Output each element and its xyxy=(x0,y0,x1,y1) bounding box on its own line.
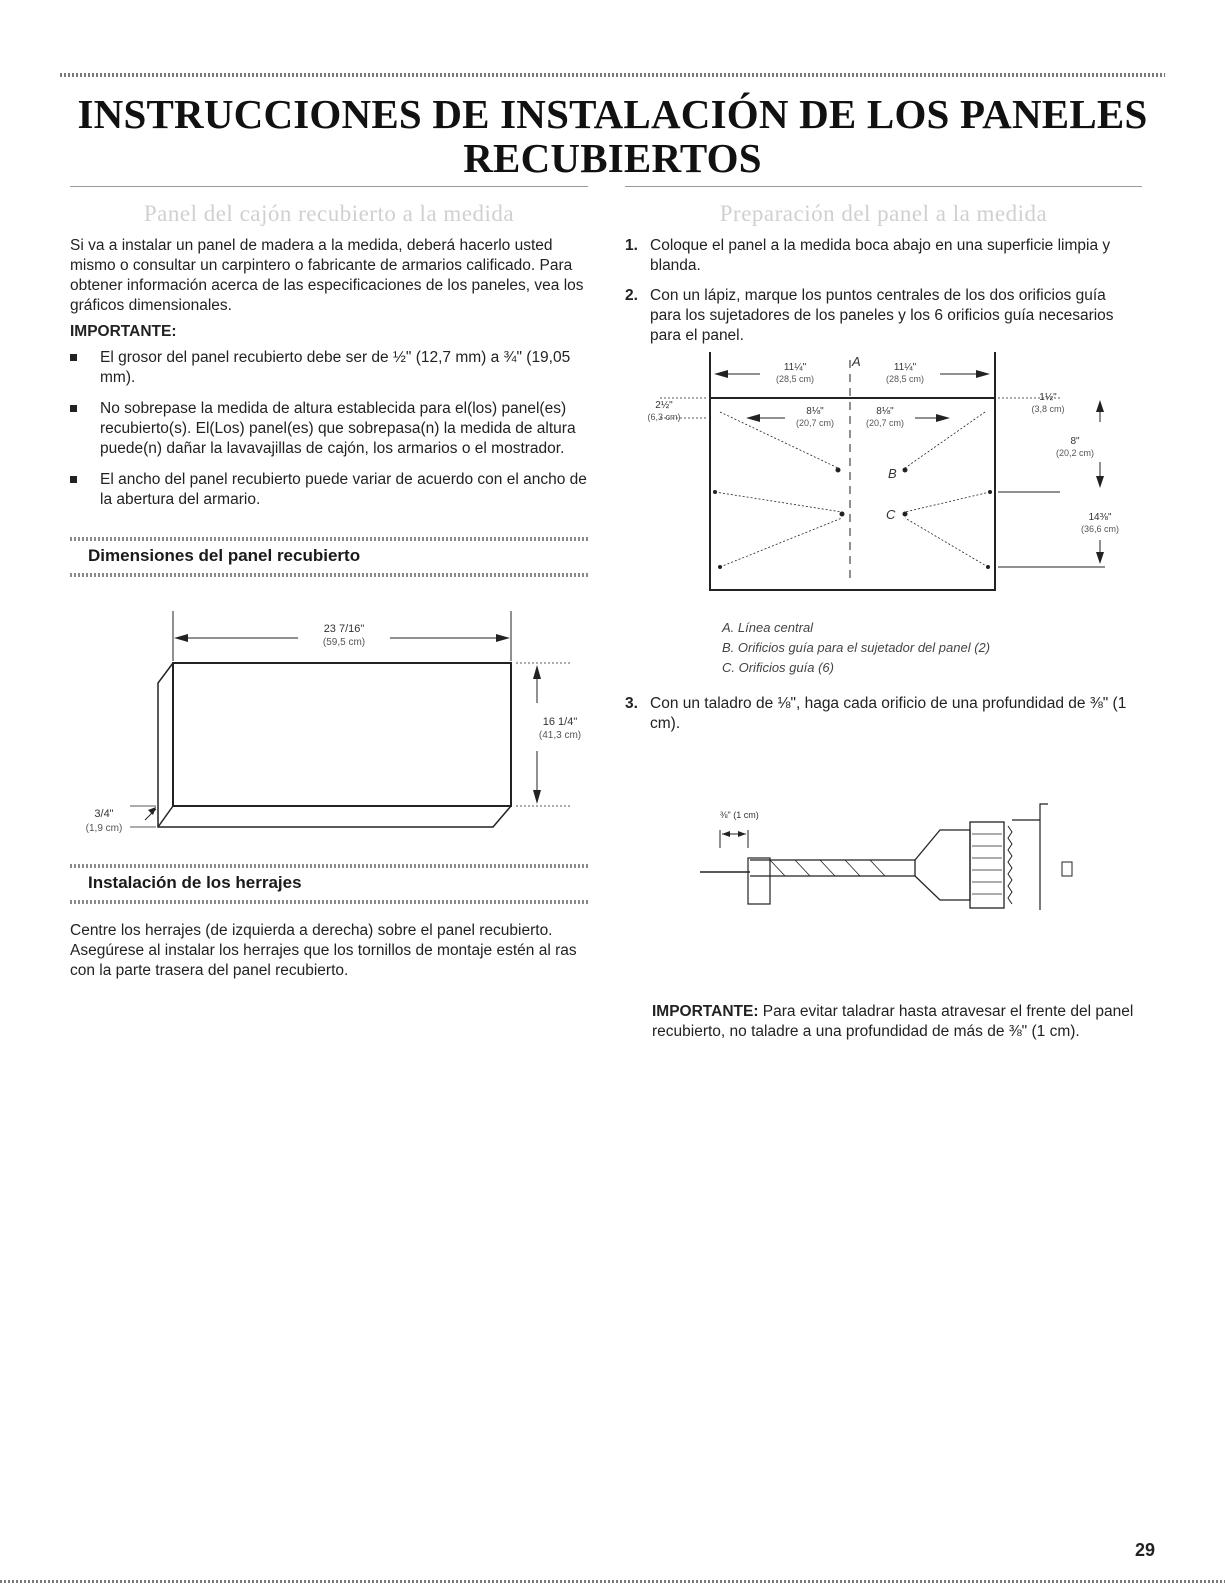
left-section-title: Panel del cajón recubierto a la medida xyxy=(143,201,515,226)
half-width-left-cm: (28,5 cm) xyxy=(775,374,815,384)
bullet-square-icon xyxy=(70,354,77,361)
step-item: 3. Con un taladro de ⅛", haga cada orificio de una profundidad de ⅜" (1 cm). xyxy=(625,695,1127,732)
bullet-square-icon xyxy=(70,405,77,412)
dimensions-heading-band xyxy=(70,537,590,577)
page-title: INSTRUCCIONES DE INSTALACIÓN DE LOS PANELES RECUBIERTOS xyxy=(77,91,1148,181)
right-low-cm: (36,6 cm) xyxy=(1080,524,1120,534)
right-mid-cm: (20,2 cm) xyxy=(1055,448,1095,458)
legend-b: B. Orificios guía para el sujetador del panel (2) xyxy=(722,640,991,655)
hardware-heading: Instalación de los herrajes xyxy=(88,873,302,892)
legend-a: A. Línea central xyxy=(722,620,814,635)
page-number: 29 xyxy=(1134,1540,1155,1560)
hardware-heading-band xyxy=(70,864,590,904)
right-step-list xyxy=(620,236,1140,356)
right-top-cm: (3,8 cm) xyxy=(1031,404,1065,414)
width-cm-label: (59,5 cm) xyxy=(322,637,366,648)
right-important-label: IMPORTANTE: xyxy=(652,1003,759,1020)
bullet-item: El grosor del panel recubierto debe ser de ½" (12,7 mm) a ¾" (19,05 mm). xyxy=(70,348,590,388)
label-b: B xyxy=(888,466,897,481)
legend-c: C. Orificios guía (6) xyxy=(722,660,834,675)
bullet-square-icon xyxy=(70,476,77,483)
drill-depth-label: ⅜" (1 cm) xyxy=(720,810,759,820)
label-c: C xyxy=(886,507,896,522)
top-rule xyxy=(60,73,1165,77)
inner-right-cm: (20,7 cm) xyxy=(865,418,905,428)
drill-depth-figure xyxy=(690,800,1130,910)
right-top-in: 1½" xyxy=(1039,392,1057,403)
half-width-right-cm: (28,5 cm) xyxy=(885,374,925,384)
left-column-rule xyxy=(70,186,588,187)
half-width-right-in: 11¼" xyxy=(893,362,917,373)
step-item: 2. Con un lápiz, marque los puntos centrales de los dos orificios guía para los sujetadores de los paneles y los 6 orificios guía necesarios para el panel. xyxy=(625,287,1114,344)
right-important-note xyxy=(652,1002,1142,1042)
dimensions-heading: Dimensiones del panel recubierto xyxy=(88,546,361,565)
right-low-in: 14⅜" xyxy=(1088,512,1112,523)
inner-right-in: 8⅛" xyxy=(876,406,894,417)
height-cm-label: (41,3 cm) xyxy=(538,730,582,741)
left-top-cm: (6,3 cm) xyxy=(647,412,681,422)
bottom-rule xyxy=(0,1580,1225,1583)
label-a: A xyxy=(852,354,861,369)
right-column-rule xyxy=(625,186,1142,187)
width-in-label: 23 7/16" xyxy=(323,623,365,635)
left-bullet-list xyxy=(70,348,590,521)
depth-cm-label: (1,9 cm) xyxy=(85,823,123,834)
left-important-label: IMPORTANTE: xyxy=(70,323,177,340)
left-top-in: 2½" xyxy=(655,400,673,411)
inner-left-cm: (20,7 cm) xyxy=(795,418,835,428)
right-mid-in: 8" xyxy=(1070,436,1080,447)
depth-in-label: 3/4" xyxy=(94,808,114,820)
step-item: 1. Coloque el panel a la medida boca abajo en una superficie limpia y blanda. xyxy=(625,237,1111,274)
right-important-text: Para evitar taladrar hasta atravesar el frente del panel recubierto, no taladre a una profundidad de más de ⅜" (1 cm). xyxy=(652,1003,1134,1040)
bullet-item: El ancho del panel recubierto puede variar de acuerdo con el ancho de la abertura del armario. xyxy=(70,470,590,510)
hardware-text: Centre los herrajes (de izquierda a derecha) sobre el panel recubierto. Asegúrese al instalar los herrajes que los tornillos de montaje estén al ras con la parte trasera del panel recubierto. xyxy=(70,922,577,979)
inner-left-in: 8⅛" xyxy=(806,406,824,417)
pilot-holes-figure xyxy=(620,352,1140,602)
panel-dimensions-figure xyxy=(70,603,590,848)
right-section-title: Preparación del panel a la medida xyxy=(719,201,1048,226)
half-width-left-in: 11¼" xyxy=(783,362,807,373)
height-in-label: 16 1/4" xyxy=(542,716,578,728)
left-intro-text: Si va a instalar un panel de madera a la medida, deberá hacerlo usted mismo o consultar un carpintero o fabricante de armarios calificado. Para obtener información acerca de las especificaciones de los paneles, vea los gráficos dimensionales. xyxy=(70,237,584,314)
right-step-3 xyxy=(620,694,1140,744)
bullet-item: No sobrepase la medida de altura establecida para el(los) panel(es) recubierto(s). El(Los) panel(es) que sobrepasa(n) la medida de altura puede(n) dañar la lavavajillas de cajón, los armarios o el mostrador. xyxy=(70,399,590,459)
